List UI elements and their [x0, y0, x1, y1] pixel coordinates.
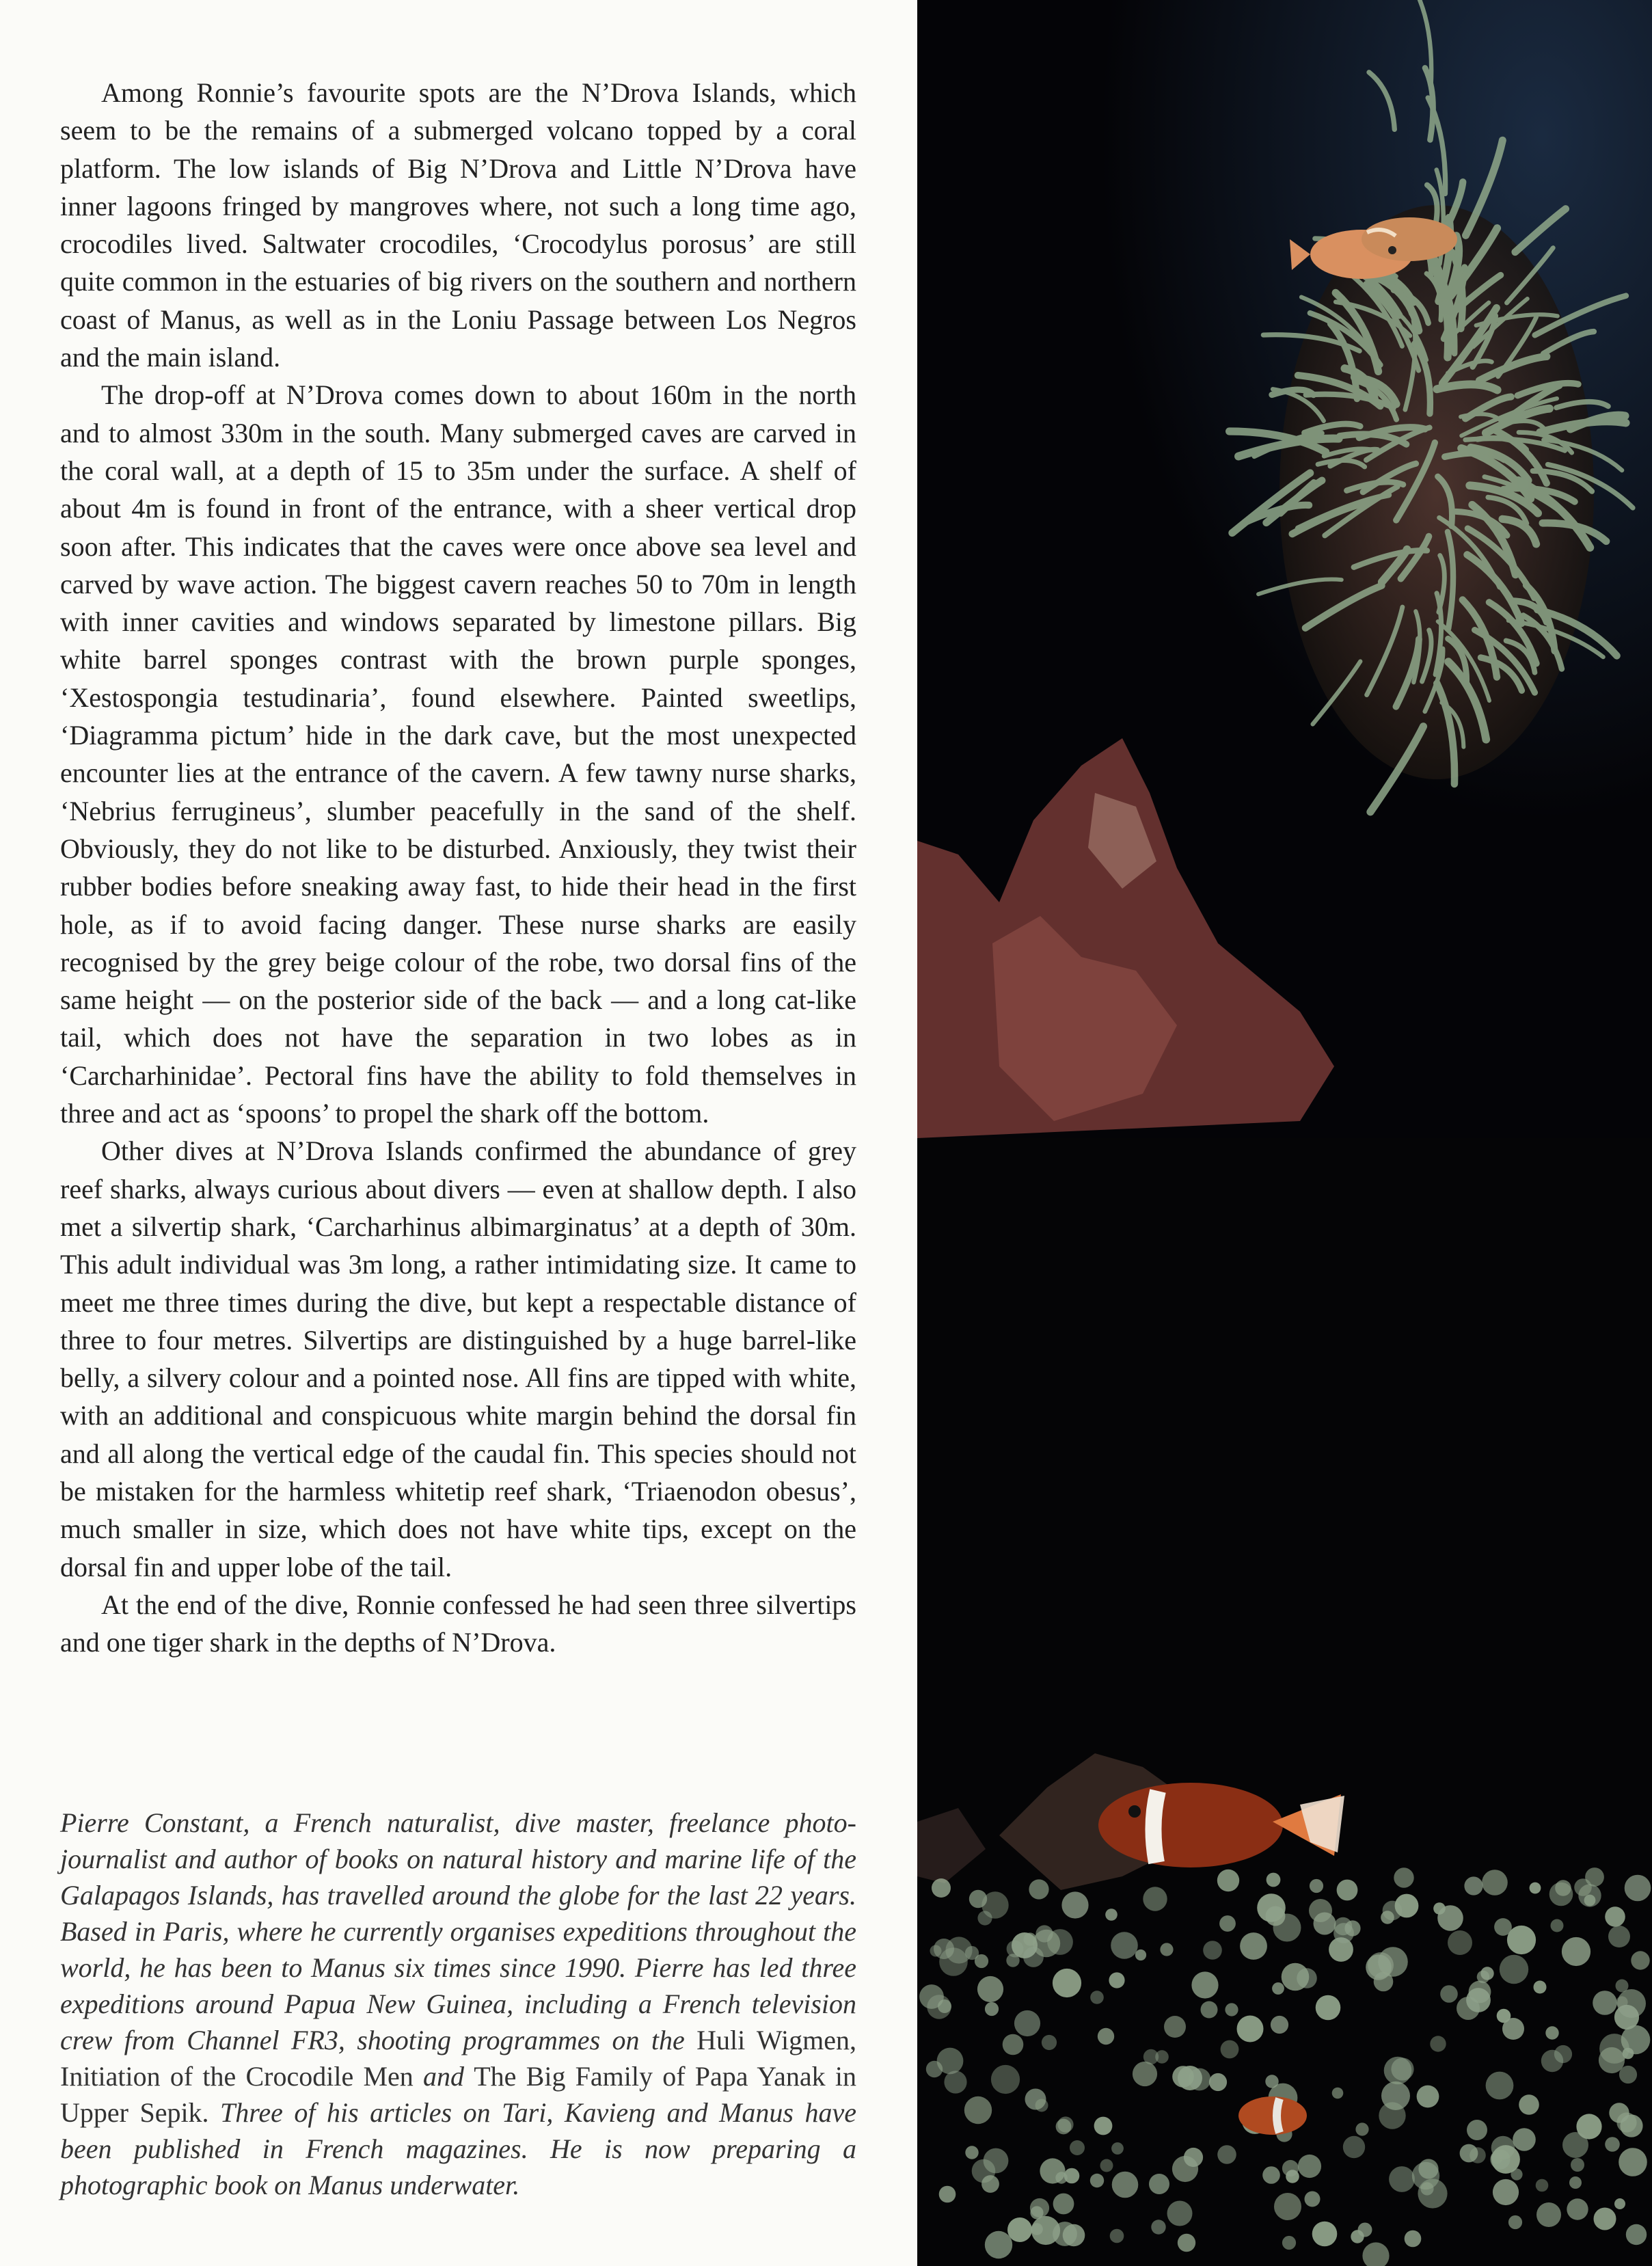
- paragraph-3: Other dives at N’Drova Islands confirmed the abundance of grey reef sharks, always curious about divers — even at shallow depth. I also met a silvertip shark, ‘Carcharhinus albimarginatus’ at a depth of 30m. This adult individual was 3m long, a rather intimidating size. It came to meet me three times during the dive, but kept a respectable distance of three to four metres. Silvertips are distinguished by a huge barrel-like belly, a silvery colour and a pointed nose. All fins are tipped with white, with an additional and conspicuous white margin behind the dorsal fin and all along the vertical edge of the caudal fin. This species should not be mistaken for the harmless whitetip reef shark, ‘Triaenodon obesus’, much smaller in size, which does not have white tips, except on the dorsal fin and upper lobe of the tail.: [60, 1135, 856, 1582]
- bubble-tentacle: [1267, 1873, 1281, 1887]
- bubble-tentacle: [1430, 2036, 1446, 2051]
- bubble-tentacle: [1090, 2174, 1104, 2187]
- bubble-tentacle: [1594, 2208, 1616, 2230]
- bubble-tentacle: [1625, 1875, 1651, 1902]
- bubble-tentacle: [1567, 2198, 1588, 2220]
- small-clownfish: [1238, 2096, 1307, 2135]
- anemone-photo: [917, 0, 1652, 1138]
- bubble-tentacle: [1519, 2094, 1539, 2115]
- bubble-tentacle: [1007, 2217, 1032, 2242]
- bubble-tentacle: [1098, 2028, 1114, 2045]
- bubble-tentacle: [939, 2186, 956, 2203]
- bubble-tentacle: [1029, 1879, 1048, 1899]
- bio-text-2: Three of his articles on Tari, Kavieng and Manus have been published in French magazines. He is now preparing a photographic book on Manus underwater.: [60, 2097, 856, 2200]
- paragraph-1: Among Ronnie’s favourite spots are the N’Drova Islands, which seem to be the remains of a submerged volcano topped by a coral platform. The low islands of Big N’Drova and Little N’Drova have inner lagoons fringed by mangroves where, not such a long time ago, crocodiles lived. Saltwater crocodiles, ‘Crocodylus porosus’ are still quite common in the estuaries of big rivers on the southern and northern coast of Manus, as well as in the Loniu Passage between Los Negros and the main island.: [60, 77, 856, 373]
- bubble-tentacle: [1355, 2122, 1368, 2135]
- bubble-tentacle: [1006, 1954, 1019, 1967]
- bubble-tentacle: [1209, 2073, 1227, 2091]
- bubble-tentacle: [1562, 1937, 1590, 1966]
- bubble-tentacle: [1389, 2166, 1415, 2192]
- bubble-tentacle: [1262, 2166, 1280, 2184]
- bubble-tentacle: [1160, 1943, 1173, 1956]
- bubble-tentacle: [1433, 1902, 1446, 1915]
- bubble-tentacle: [1534, 1981, 1547, 1994]
- clownfish-photo: [917, 1138, 1652, 2266]
- bubble-tentacle: [972, 2159, 996, 2183]
- bubble-tentacle: [1274, 2193, 1301, 2220]
- bubble-tentacle: [1203, 1941, 1222, 1960]
- bubble-tentacle: [1334, 1917, 1353, 1936]
- bubble-tentacle: [1578, 1884, 1601, 1906]
- bubble-tentacle: [1100, 2159, 1113, 2172]
- bubble-tentacle: [1502, 2018, 1524, 2040]
- bubble-tentacle: [1167, 2201, 1193, 2226]
- bubble-tentacle: [1053, 1969, 1081, 1997]
- bubble-tentacle: [1112, 2172, 1139, 2198]
- bubble-tentacle: [1094, 2117, 1113, 2135]
- bubble-tentacle: [1149, 2174, 1169, 2194]
- bubble-tentacle: [1513, 2128, 1536, 2151]
- bubble-tentacle: [1271, 2016, 1288, 2034]
- bubble-tentacle: [1571, 2158, 1584, 2172]
- bubble-tentacle: [1368, 1952, 1394, 1978]
- bubble-tentacle: [1184, 2148, 1203, 2167]
- bubble-tentacle: [1482, 1870, 1508, 1896]
- article-body: [60, 74, 856, 1661]
- bubble-tentacle: [1500, 1955, 1528, 1984]
- bubble-tentacle: [1599, 2047, 1625, 2073]
- bubble-tentacle: [1395, 1894, 1419, 1918]
- bio-title-2: The Big Family of Papa Yanak in Upper Sepik.: [60, 2061, 856, 2128]
- bubble-tentacle: [1391, 2058, 1413, 2080]
- bubble-tentacle: [1493, 2179, 1519, 2205]
- bubble-tentacle: [1417, 2086, 1439, 2108]
- bubble-tentacle: [944, 2071, 966, 2093]
- author-bio: [60, 1805, 856, 2203]
- bubble-tentacle: [1061, 1891, 1088, 1918]
- bubble-tentacle: [1111, 2142, 1124, 2155]
- bubble-tentacle: [1467, 2120, 1487, 2140]
- bubble-tentacle: [1569, 2176, 1582, 2189]
- bubble-tentacle: [1536, 2202, 1561, 2227]
- bubble-tentacle: [1626, 2224, 1647, 2245]
- bubble-tentacle: [1608, 1926, 1630, 1947]
- bubble-tentacle: [1394, 1867, 1413, 1887]
- bubble-tentacle: [926, 2061, 943, 2077]
- bubble-tentacle: [1614, 2198, 1625, 2209]
- bubble-tentacle: [1056, 2119, 1072, 2135]
- bubble-tentacle: [1464, 1876, 1482, 1895]
- bubble-tentacle: [1257, 1893, 1286, 1922]
- bubble-tentacle: [964, 2096, 992, 2124]
- bubble-tentacle: [981, 1891, 1008, 1918]
- bubble-tentacle: [1237, 2016, 1264, 2042]
- bubble-tentacle: [1440, 1985, 1458, 2003]
- bubble-tentacle: [1105, 1908, 1118, 1921]
- bubble-tentacle: [991, 2065, 1020, 2094]
- paragraph-2: The drop-off at N’Drova comes down to about 160m in the north and to almost 330m in the south. Many submerged caves are carved in the coral wall, at a depth of 15 to 35m under the surface. A shelf of about 4m is found in front of the entrance, with a sheer vertical drop soon after. This indicates that the caves were once above sea level and carved by wave action. The biggest cavern reaches 50 to 70m in length with inner cavities and windows separated by limestone pillars. Big white barrel sponges contrast with the brown purple sponges, ‘Xestospongia testudinaria’, found elsewhere. Painted sweetlips, ‘Diagramma pictum’ hide in the dark cave, but the most unexpected encounter lies at the entrance of the cavern. A few tawny nurse sharks, ‘Nebrius ferrugineus’, slumber peacefully in the sand of the shelf. Obviously, they do not like to be disturbed. Anxiously, they twist their rubber bodies before sneaking away fast, to hide their head in the first hole, as if to avoid facing danger. These nurse sharks are easily recognised by the grey beige colour of the robe, two dorsal fins of the same height — on the posterior side of the back — and a long cat-like tail, which does not have the separation in two lobes as in ‘Carcharhinidae’. Pectoral fins have the ability to fold themselves in three and act as ‘spoons’ to propel the shark off the bottom.: [60, 379, 856, 1129]
- bubble-tentacle: [1305, 2191, 1321, 2207]
- bubble-tentacle: [919, 1984, 944, 2009]
- bubble-tentacle: [1379, 2102, 1405, 2129]
- bubble-tentacle: [1035, 2099, 1048, 2112]
- bubble-tentacle: [985, 2231, 1012, 2258]
- bubble-tentacle: [1033, 1930, 1060, 1957]
- bubble-tentacle: [1219, 1915, 1236, 1932]
- bubble-tentacle: [1332, 2088, 1344, 2099]
- bubble-tentacle: [1042, 2035, 1057, 2050]
- bubble-tentacle: [1225, 2003, 1238, 2016]
- bubble-tentacle: [1616, 1996, 1627, 2008]
- bubble-tentacle: [1110, 2229, 1124, 2243]
- bubble-tentacle: [965, 2146, 978, 2159]
- bubble-tentacle: [1555, 1880, 1571, 1896]
- bubble-tentacle: [1466, 1988, 1491, 2012]
- bubble-tentacle: [1314, 1913, 1336, 1935]
- bubble-tentacle: [1053, 2194, 1074, 2215]
- bubble-tentacle: [1240, 1932, 1267, 1960]
- bubble-tentacle: [1272, 1982, 1284, 1995]
- bubble-tentacle: [1014, 2010, 1040, 2036]
- bubble-tentacle: [1201, 2001, 1218, 2019]
- bubble-tentacle: [1551, 1919, 1564, 1932]
- bubble-tentacle: [1490, 2149, 1510, 2169]
- bubble-tentacle: [1135, 1950, 1146, 1960]
- bubble-tentacle: [1351, 2230, 1364, 2243]
- bubble-tentacle: [1530, 1883, 1541, 1894]
- bubble-tentacle: [1282, 2236, 1296, 2250]
- bubble-tentacle: [1605, 2137, 1620, 2152]
- bubble-tentacle: [1003, 2034, 1024, 2055]
- bubble-tentacle: [1133, 2062, 1157, 2086]
- bubble-tentacle: [1109, 1972, 1124, 1988]
- bubble-tentacle: [1310, 1879, 1323, 1893]
- bubble-tentacle: [1536, 2179, 1549, 2192]
- bubble-tentacle: [1064, 2168, 1080, 2184]
- bubble-tentacle: [1178, 2066, 1202, 2090]
- bubble-tentacle: [1412, 2162, 1439, 2189]
- bubble-tentacle: [1508, 2215, 1522, 2229]
- bubble-tentacle: [934, 1939, 954, 1959]
- bubble-tentacle: [1164, 2016, 1186, 2038]
- bubble-tentacle: [932, 1878, 951, 1898]
- bubble-tentacle: [1282, 2160, 1299, 2176]
- bubble-tentacle: [985, 2002, 999, 2016]
- bubble-tentacle: [1477, 1971, 1490, 1984]
- bubble-tentacle: [1111, 1932, 1138, 1959]
- bubble-tentacle: [1221, 2040, 1239, 2059]
- bubble-tentacle: [1297, 1968, 1317, 1988]
- bubble-tentacle: [1178, 2234, 1195, 2252]
- bubble-tentacle: [1217, 2145, 1236, 2164]
- bubble-tentacle: [1593, 1991, 1617, 2015]
- bubble-tentacle: [1448, 1930, 1472, 1955]
- bubble-tentacle: [1316, 1995, 1341, 2021]
- bubble-tentacle: [1605, 1906, 1625, 1927]
- bubble-tentacle: [1619, 2148, 1647, 2176]
- bubble-tentacle: [1343, 2136, 1365, 2158]
- paragraph-4: At the end of the dive, Ronnie confessed he had seen three silvertips and one tiger shark in the depths of N’Drova.: [60, 1589, 856, 1658]
- bio-title-1: Huli Wigmen, Initiation of the Crocodile Men: [60, 2025, 856, 2092]
- bubble-tentacle: [977, 1976, 1003, 2002]
- bubble-tentacle: [1191, 1971, 1218, 1998]
- bubble-tentacle: [1337, 1880, 1358, 1901]
- bio-and: and: [413, 2061, 474, 2092]
- bubble-tentacle: [1070, 2140, 1085, 2155]
- bubble-tentacle: [1265, 2075, 1278, 2088]
- bubble-tentacle: [1460, 2144, 1478, 2163]
- bubble-tentacle: [1631, 1951, 1649, 1969]
- bubble-tentacle: [1298, 2155, 1321, 2178]
- bubble-tentacle: [1616, 2112, 1636, 2132]
- bubble-tentacle: [1090, 1991, 1104, 2004]
- bubble-tentacle: [1155, 2050, 1169, 2064]
- bubble-tentacle: [1031, 2223, 1043, 2235]
- bubble-tentacle: [1545, 2026, 1558, 2039]
- bubble-tentacle: [1405, 2230, 1422, 2248]
- bubble-tentacle: [1151, 2220, 1165, 2234]
- bubble-tentacle: [1143, 1887, 1167, 1911]
- bubble-tentacle: [1312, 2222, 1338, 2247]
- bubble-tentacle: [1576, 2114, 1601, 2139]
- bio-text-1: Pierre Constant, a French naturalist, dive master, freelance photo-journalist and author of books on natural history and marine life of the Galapagos Islands, has travelled around the globe for the last 22 years. Based in Paris, where he currently organises expeditions throughout the world, he has been to Manus six times since 1990. Pierre has led three expeditions around Papua New Guinea, including a French television crew from Channel FR3, shooting programmes on the: [60, 1807, 856, 2055]
- bubble-tentacle: [1217, 1870, 1239, 1891]
- bubble-tentacle: [1507, 1926, 1536, 1954]
- bubble-tentacle: [1486, 2072, 1514, 2100]
- bubble-tentacle: [1541, 2050, 1563, 2072]
- bubble-tentacle: [1511, 2168, 1522, 2180]
